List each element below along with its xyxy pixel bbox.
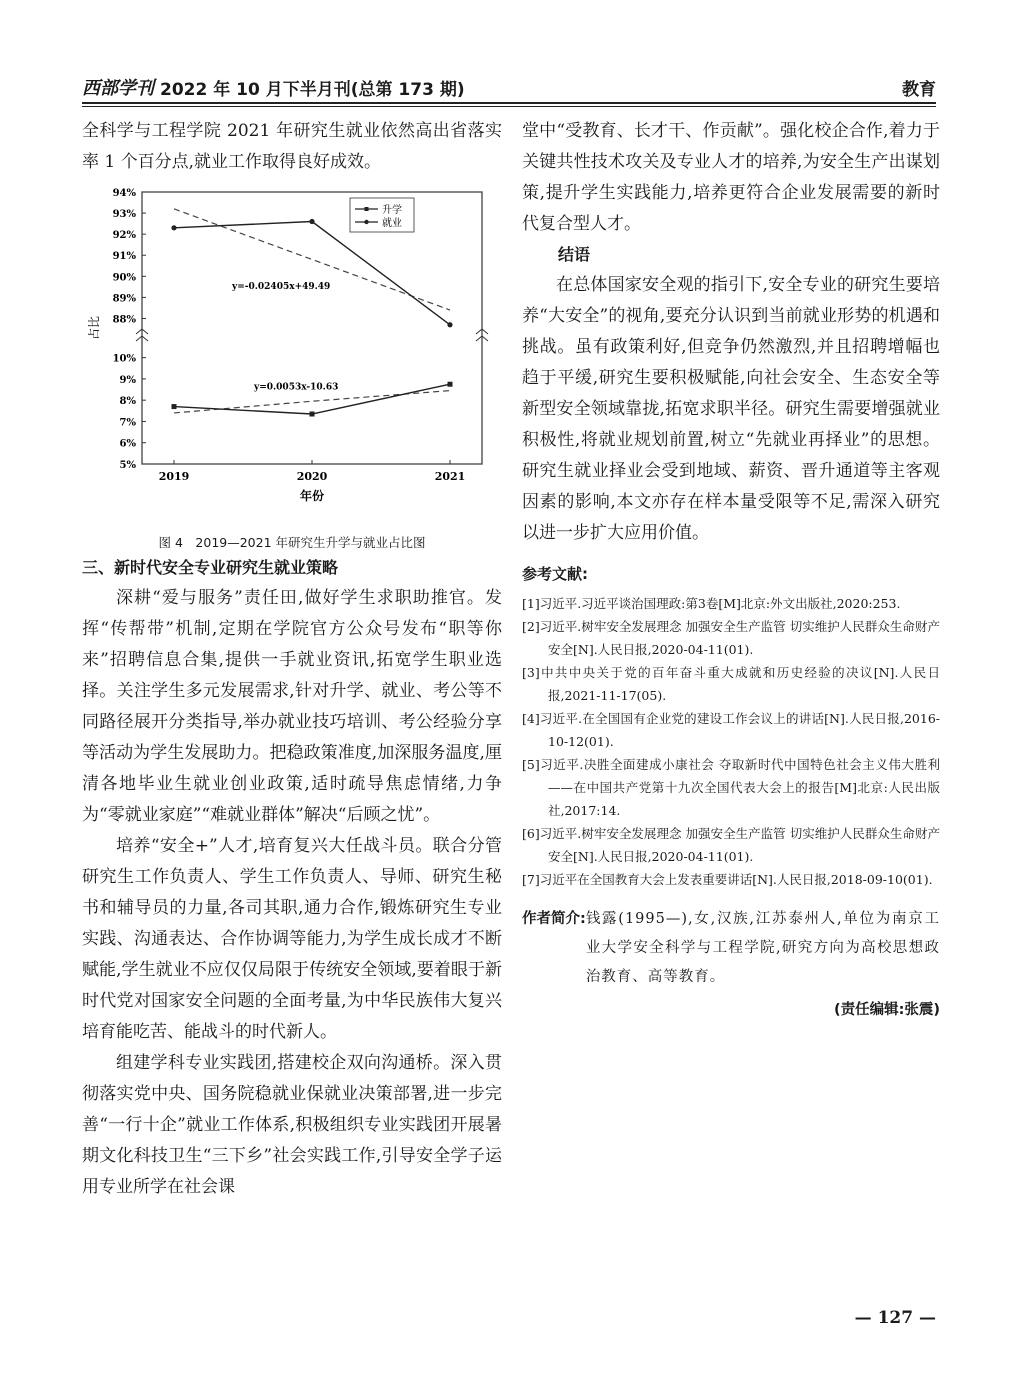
trendline-equation: y=-0.02405x+49.49 [232,281,331,292]
trendline-equation: y=0.0053x-10.63 [254,382,339,393]
paragraph-2: 培养“安全+”人才,培育复兴大任战斗员。联合分管研究生工作负责人、学生工作负责人、导师、研究生秘书和辅导员的力量,各司其职,通力合作,锻炼研究生专业实践、沟通表达、合作协调等能力,为学生成长成才不断赋能,学生就业不应仅仅局限于传统安全领域,要着眼于新时代党对国家安全问题的全面考量,为中华民族伟大复兴培育能吃苦、能战斗的时代新人。 [82,836,502,1042]
reference-item: [2]习近平.树牢安全发展理念 加强安全生产监管 切实维护人民群众生命财产安全[N].人民日报,2020-04-11(01). [522,619,940,657]
intro-paragraph: 全科学与工程学院 2021 年研究生就业依然高出省落实率 1 个百分点,就业工作取得良好成效。 [82,121,502,172]
y-tick-label: 10% [112,353,136,365]
x-tick-label: 2020 [296,470,328,483]
journal-logo: 西部学刊 [82,78,154,99]
author-text: 钱露(1995—),女,汉族,江苏泰州人,单位为南京工业大学安全科学与工程学院,研究方向为高校思想政治教育、高等教育。 [585,911,940,985]
running-header [82,72,936,100]
paragraph-1: 深耕“爱与服务”责任田,做好学生求职助推官。发挥“传帮带”机制,定期在学院官方公众号发布“职等你来”招聘信息合集,提供一手就业资讯,拓宽学生职业选择。关注学生多元发展需求,针对升学、就业、考公等不同路径展开分类指导,举办就业技巧培训、考公经验分享等活动为学生发展助力。把稳政策准度,加深服务温度,厘清各地毕业生就业创业政策,适时疏导焦虑情绪,力争为“零就业家庭”“难就业群体”解决“后顾之忧”。 [82,588,502,825]
y-tick-label: 6% [119,438,136,450]
y-tick-label: 92% [112,230,136,242]
legend-marker [365,207,369,211]
data-point [309,219,314,224]
reference-item: [1]习近平.习近平谈治国理政:第3卷[M]北京:外文出版社,2020:253. [522,596,901,611]
conclusion-title: 结语 [558,245,591,264]
x-tick-label: 2019 [158,470,190,483]
series-line [174,222,450,325]
y-axis-label: 占比 [87,315,101,341]
reference-item: [5]习近平.决胜全面建成小康社会 夺取新时代中国特色社会主义伟大胜利——在中国共产党第十九次全国代表大会上的报告[M]北京:人民出版社,2017:14. [522,757,940,818]
responsible-editor: (责任编辑:张震) [833,1002,940,1018]
conclusion-paragraph: 在总体国家安全观的指引下,安全专业的研究生要培养“大安全”的视角,要充分认识到当前就业形势的机遇和挑战。虽有政策利好,但竞争仍然激烈,并且招聘增幅也趋于平缓,研究生要积极赋能,向社会安全、生态安全等新型安全领域靠拢,拓宽求职半径。研究生需要增强就业积极性,将就业规划前置,树立“先就业再择业”的思想。研究生就业择业会受到地域、薪资、晋升通道等主客观因素的影响,本文亦存在样本量受限等不足,需深入研究以进一步扩大应用价值。 [522,275,940,543]
issue-info: 2022 年 10 月下半月刊(总第 173 期) [160,80,465,100]
header-rule-thin [82,106,936,107]
author-bio [522,905,940,992]
y-tick-label: 94% [112,188,136,199]
data-point [172,404,177,409]
references-title: 参考文献: [522,565,588,583]
author-label: 作者简介: [522,911,586,927]
x-axis-label: 年份 [299,489,325,503]
reference-item: [6]习近平.树牢安全发展理念 加强安全生产监管 切实维护人民群众生命财产安全[N].人民日报,2020-04-11(01). [522,826,940,864]
line-chart [82,184,502,529]
trendline [174,391,450,413]
y-tick-label: 89% [112,293,136,305]
y-tick-label: 8% [119,396,136,408]
y-tick-label: 91% [112,251,136,263]
left-column [82,116,502,1203]
x-tick-label: 2021 [434,470,466,483]
journal-title [82,74,465,100]
section-title: 三、新时代安全专业研究生就业策略 [82,558,339,577]
y-tick-label: 93% [112,209,136,221]
plot-frame [142,192,482,464]
header-rule [82,102,936,104]
continuation-paragraph: 堂中“受教育、长才干、作贡献”。强化校企合作,着力于关键共性技术攻关及专业人才的培养,为安全生产出谋划策,提升学生实践能力,培养更符合企业发展需要的新时代复合型人才。 [522,121,940,234]
legend-label: 就业 [382,218,402,229]
y-tick-label: 90% [112,272,136,284]
legend-marker [364,220,368,224]
data-point [448,382,453,387]
paragraph-3: 组建学科专业实践团,搭建校企双向沟通桥。深入贯彻落实党中央、国务院稳就业保就业决策部署,进一步完善“一行十企”就业工作体系,积极组织专业实践团开展暑期文化科技卫生“三下乡”社会实践工作,引导安全学子运用专业所学在社会课 [82,1053,502,1197]
y-tick-label: 9% [119,374,136,386]
data-point [171,225,176,230]
page-number: — 127 — [854,1308,936,1328]
right-column [522,116,940,1019]
reference-item: [4]习近平.在全国国有企业党的建设工作会议上的讲话[N].人民日报,2016-10-12(01). [522,711,940,749]
y-tick-label: 5% [119,460,136,471]
reference-item: [7]习近平在全国教育大会上发表重要讲话[N].人民日报,2018-09-10(01). [522,872,933,887]
reference-item: [3]中共中央关于党的百年奋斗重大成就和历史经验的决议[N].人民日报,2021-11-17(05). [522,665,940,703]
data-point [310,412,315,417]
figure-caption: 图 4 2019—2021 年研究生升学与就业占比图 [158,535,426,550]
section-name: 教育 [902,80,936,100]
legend-label: 升学 [382,205,402,216]
y-tick-label: 88% [112,314,136,326]
data-point [447,322,452,327]
y-tick-label: 7% [119,417,136,429]
figure-4 [82,184,502,529]
